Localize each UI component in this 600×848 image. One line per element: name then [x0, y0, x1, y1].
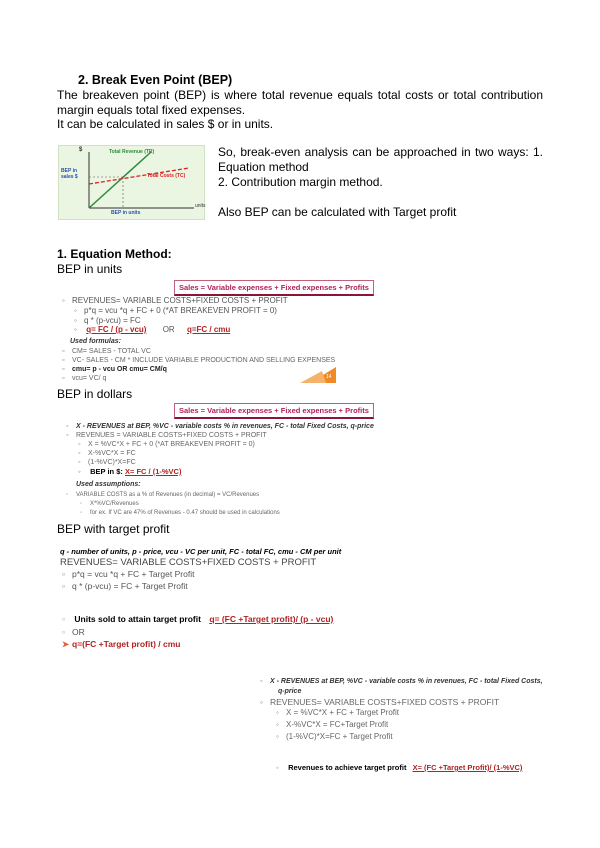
revenue-target-line-2: ◦ X = %VC*X + FC + Target Profit	[276, 708, 400, 717]
units-or: OR	[162, 325, 175, 334]
section-title: 2. Break Even Point (BEP)	[78, 73, 233, 87]
revenue-target-formula: X= (FC +Target Profit)/ (1-%VC)	[412, 763, 523, 772]
approach-line-1: So, break-even analysis can be approached in two ways: 1. Equation method	[218, 145, 543, 174]
assumptions-label: Used assumptions:	[76, 481, 141, 488]
units-formula-b: q=FC / cmu	[186, 325, 231, 334]
chart-y-label: $	[79, 147, 83, 153]
revenue-target-def-1: ◦ X - REVENUES at BEP, %VC - variable costs % in revenues, FC - total Fixed Costs,	[260, 678, 543, 685]
assumption-1: ◦ VARIABLE COSTS as a % of Revenues (in decimal) = VC/Revenues	[66, 492, 260, 498]
dollars-formula-row: ◦ BEP in $: X= FC / (1-%VC)	[78, 467, 182, 476]
target-alt-formula: ➤ q=(FC +Target profit) / cmu	[62, 639, 181, 649]
target-units-row: ▫ Units sold to attain target profit q= (FC +Target profit)/ (p - vcu)	[62, 614, 334, 624]
used-formula-2: ▫ VC- SALES - CM * INCLUDE VARIABLE PRODUCTION AND SELLING EXPENSES	[62, 357, 336, 364]
revenue-line	[89, 152, 151, 208]
dollars-formula: X= FC / (1-%VC)	[124, 467, 182, 476]
chart-bep-sales-label: BEP in sales $	[61, 168, 78, 180]
revenue-target-row: ◦ Revenues to achieve target profit X= (FC +Target Profit)/ (1-%VC)	[276, 763, 523, 772]
units-line-2: ◦ p*q = vcu *q + FC + 0 (*AT BREAKEVEN PROFIT = 0)	[74, 306, 277, 315]
used-formulas-label: Used formulas:	[70, 338, 121, 345]
used-formula-3: ▫ cmu= p - vcu OR cmu= CM/q	[62, 366, 167, 373]
intro-line-2: It can be calculated in sales $ or in units.	[57, 117, 274, 131]
target-units-formula: q= (FC +Target profit)/ (p - vcu)	[209, 614, 334, 624]
chart-bep-units-label: BEP in units	[111, 210, 141, 216]
breakeven-chart	[58, 145, 205, 220]
target-line-2: ▫ p*q = vcu *q + FC + Target Profit	[62, 569, 195, 579]
dollars-formula-label: BEP in $:	[90, 467, 123, 476]
dollars-line-1: ◦ REVENUES = VARIABLE COSTS+FIXED COSTS + PROFIT	[66, 432, 267, 439]
dollars-definition: ◦ X - REVENUES at BEP, %VC - variable costs % in revenues, FC - total Fixed Costs, q-price	[66, 423, 374, 430]
units-formula-row: ◦ q= FC / (p - vcu) OR q=FC / cmu	[74, 325, 231, 334]
units-line-3: ◦ q * (p-vcu) = FC	[74, 316, 141, 325]
revenue-target-line-3: ◦ X-%VC*X = FC+Target Profit	[276, 720, 389, 729]
dollars-line-4: ◦ (1-%VC)*X=FC	[78, 459, 136, 466]
bep-units-heading: BEP in units	[57, 262, 123, 276]
units-formula-a: q= FC / (p - vcu)	[86, 325, 147, 334]
intro-line-1: The breakeven point (BEP) is where total revenue equals total costs or total contribution margin equals total fixed expenses.	[57, 88, 543, 117]
units-sales-box: Sales = Variable expenses + Fixed expenses + Profits	[174, 280, 374, 296]
dollars-sales-box: Sales = Variable expenses + Fixed expenses + Profits	[174, 403, 374, 419]
revenue-target-line-4: ◦ (1-%VC)*X=FC + Target Profit	[276, 732, 393, 741]
revenue-target-line-1: ◦ REVENUES= VARIABLE COSTS+FIXED COSTS + PROFIT	[260, 697, 500, 707]
used-formula-4: ▫ vcu= VC/ q	[62, 375, 107, 382]
approach-line-3: Also BEP can be calculated with Target profit	[218, 205, 457, 219]
chart-revenue-label: Total Revenue (TR)	[109, 149, 155, 155]
intro-paragraph	[57, 88, 543, 117]
units-line-1: ◦ REVENUES= VARIABLE COSTS+FIXED COSTS + PROFIT	[62, 296, 288, 305]
bep-target-heading: BEP with target profit	[57, 522, 170, 536]
assumption-3: ◦ for ex. If VC are 47% of Revenues - 0.47 should be used in calculations	[80, 510, 280, 516]
breakeven-chart-svg	[59, 146, 204, 219]
target-line-3: ▫ q * (p-vcu) = FC + Target Profit	[62, 581, 188, 591]
chart-x-label: units	[195, 203, 206, 209]
target-line-1: REVENUES= VARIABLE COSTS+FIXED COSTS + PROFIT	[60, 557, 317, 568]
used-formula-1: ▫ CM= SALES - TOTAL VC	[62, 348, 151, 355]
equation-title: 1. Equation Method:	[57, 247, 172, 261]
revenue-target-label: Revenues to achieve target profit	[288, 763, 407, 772]
slide-number: 14	[326, 374, 332, 380]
target-units-label: Units sold to attain target profit	[74, 614, 201, 624]
target-or: ▫ OR	[62, 627, 85, 637]
approach-line-2: 2. Contribution margin method.	[218, 175, 383, 189]
chart-cost-label: Total Costs (TC)	[147, 173, 186, 179]
revenue-target-def-2: q-price	[278, 688, 302, 695]
bep-dollars-heading: BEP in dollars	[57, 387, 133, 401]
assumption-2: ◦ X*%VC/Revenues	[80, 501, 139, 507]
target-definition: q - number of units, p - price, vcu - VC per unit, FC - total FC, cmu - CM per unit	[60, 547, 342, 556]
dollars-line-3: ◦ X-%VC*X = FC	[78, 450, 136, 457]
dollars-line-2: ◦ X = %VC*X + FC + 0 (*AT BREAKEVEN PROFIT = 0)	[78, 441, 255, 448]
